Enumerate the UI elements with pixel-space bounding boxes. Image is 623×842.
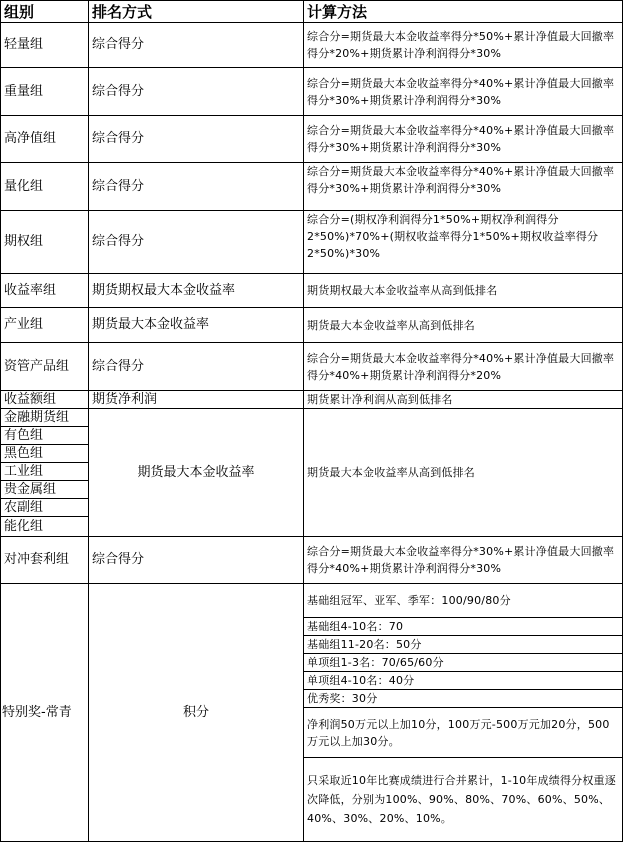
method-cell: 单项组4-10名：40分 (304, 672, 623, 690)
rank-cell: 综合得分 (89, 537, 304, 584)
group-cell: 资管产品组 (1, 343, 89, 391)
table-row (1, 391, 623, 409)
group-cell: 对冲套利组 (1, 537, 89, 584)
table-row (1, 23, 623, 68)
group-cell-special: 特别奖-常青 (1, 584, 89, 842)
group-cell: 量化组 (1, 163, 89, 211)
table-row (1, 584, 623, 618)
header-row (1, 1, 623, 23)
rank-cell-special: 积分 (89, 584, 304, 842)
method-cell: 期货累计净利润从高到低排名 (304, 391, 623, 409)
group-cell: 贵金属组 (1, 481, 89, 499)
method-cell: 净利润50万元以上加10分，100万元-500万元加20分，500万元以上加30分。 (304, 708, 623, 758)
rank-cell: 综合得分 (89, 211, 304, 274)
method-cell: 综合分=期货最大本金收益率得分*40%+累计净值最大回撤率得分*30%+期货累计净利润得分*30% (304, 116, 623, 163)
table-row (1, 116, 623, 163)
rank-cell: 综合得分 (89, 116, 304, 163)
method-cell: 综合分=期货最大本金收益率得分*40%+累计净值最大回撤率得分*30%+期货累计净利润得分*30% (304, 163, 623, 211)
group-cell: 重量组 (1, 68, 89, 116)
group-cell: 产业组 (1, 308, 89, 343)
group-cell: 工业组 (1, 463, 89, 481)
group-cell: 高净值组 (1, 116, 89, 163)
header-method: 计算方法 (304, 1, 623, 23)
table-row (1, 211, 623, 274)
method-cell: 期货最大本金收益率从高到低排名 (304, 308, 623, 343)
group-cell: 收益率组 (1, 274, 89, 308)
method-cell: 基础组11-20名：50分 (304, 636, 623, 654)
group-cell: 农副组 (1, 499, 89, 517)
method-cell-merged: 期货最大本金收益率从高到低排名 (304, 409, 623, 537)
method-cell: 基础组4-10名：70 (304, 618, 623, 636)
method-cell: 只采取近10年比赛成绩进行合并累计，1-10年成绩得分权重逐次降低，分别为100%、90%、80%、70%、60%、50%、40%、30%、20%、10%。 (304, 758, 623, 842)
rank-cell: 综合得分 (89, 23, 304, 68)
table-row (1, 274, 623, 308)
method-cell: 期货期权最大本金收益率从高到低排名 (304, 274, 623, 308)
method-cell: 综合分=期货最大本金收益率得分*40%+累计净值最大回撤率得分*40%+期货累计净利润得分*20% (304, 343, 623, 391)
table-row (1, 343, 623, 391)
group-cell: 期权组 (1, 211, 89, 274)
group-cell: 黑色组 (1, 445, 89, 463)
table-row (1, 68, 623, 116)
rank-cell: 期货净利润 (89, 391, 304, 409)
rank-cell: 综合得分 (89, 343, 304, 391)
rank-cell-merged: 期货最大本金收益率 (89, 409, 304, 537)
header-rank: 排名方式 (89, 1, 304, 23)
method-cell: 优秀奖：30分 (304, 690, 623, 708)
group-cell: 收益额组 (1, 391, 89, 409)
table-row (1, 308, 623, 343)
table-row (1, 163, 623, 211)
group-cell: 金融期货组 (1, 409, 89, 427)
header-group: 组别 (1, 1, 89, 23)
method-cell: 综合分=期货最大本金收益率得分*30%+累计净值最大回撤率得分*40%+期货累计净利润得分*30% (304, 537, 623, 584)
group-cell: 有色组 (1, 427, 89, 445)
method-cell: 综合分=(期权净利润得分1*50%+期权净利润得分2*50%)*70%+(期权收益率得分1*50%+期权收益率得分2*50%)*30% (304, 211, 623, 274)
table-row (1, 409, 623, 427)
group-cell: 能化组 (1, 517, 89, 537)
method-cell: 综合分=期货最大本金收益率得分*40%+累计净值最大回撤率得分*30%+期货累计净利润得分*30% (304, 68, 623, 116)
method-cell: 单项组1-3名：70/65/60分 (304, 654, 623, 672)
method-cell: 综合分=期货最大本金收益率得分*50%+累计净值最大回撤率得分*20%+期货累计净利润得分*30% (304, 23, 623, 68)
rank-cell: 期货最大本金收益率 (89, 308, 304, 343)
table-row (1, 537, 623, 584)
method-cell: 基础组冠军、亚军、季军：100/90/80分 (304, 584, 623, 618)
rank-cell: 期货期权最大本金收益率 (89, 274, 304, 308)
rank-cell: 综合得分 (89, 163, 304, 211)
rank-cell: 综合得分 (89, 68, 304, 116)
group-cell: 轻量组 (1, 23, 89, 68)
